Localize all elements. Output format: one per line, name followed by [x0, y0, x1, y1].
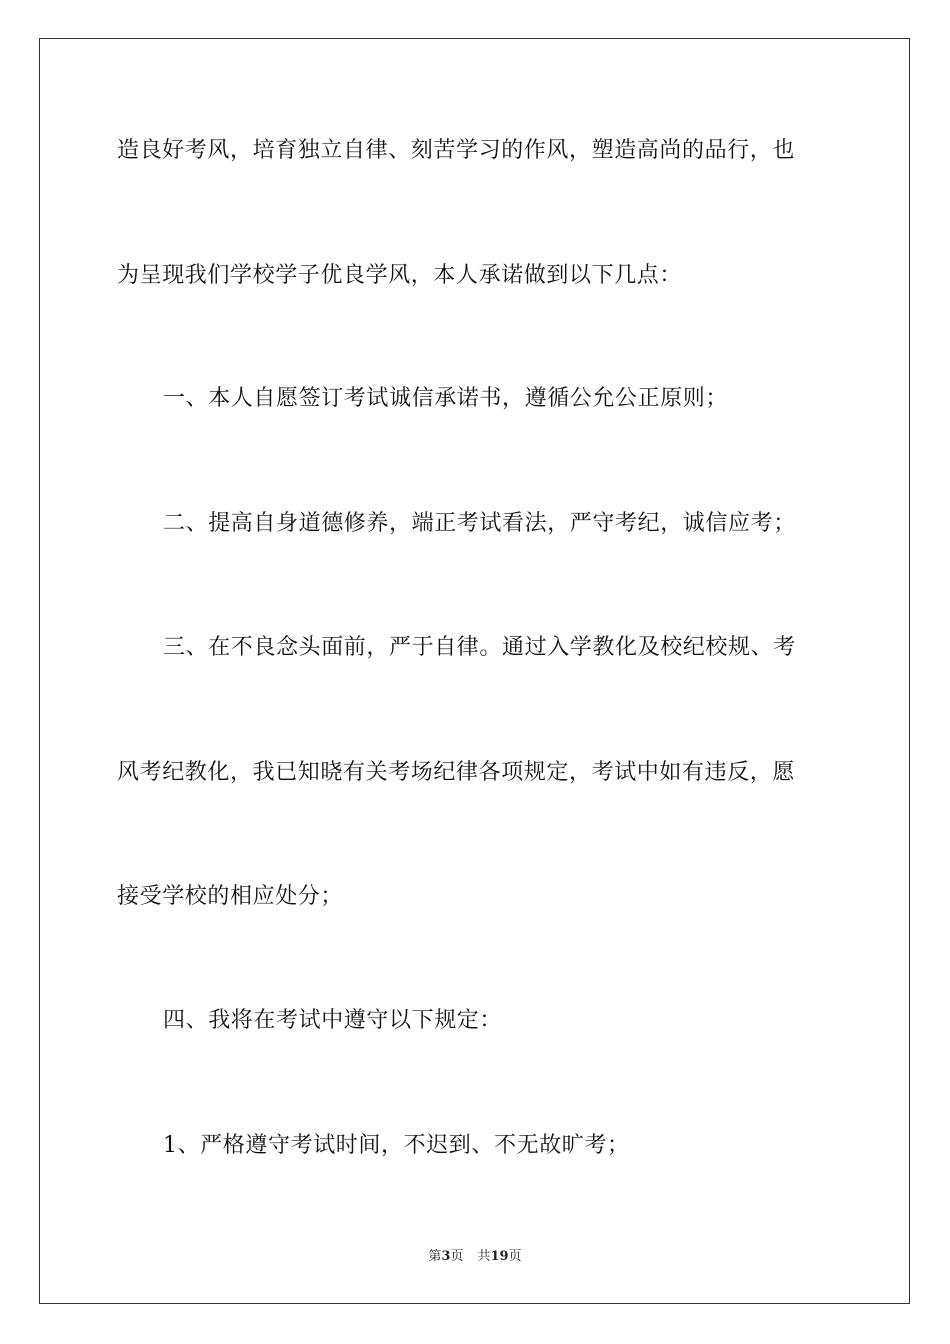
page-footer	[0, 1248, 950, 1266]
total-suffix: 页	[508, 1249, 522, 1264]
page-number: 3	[441, 1249, 451, 1264]
body-line-1: 造良好考风，培育独立自律、刻苦学习的作风，塑造高尚的品行，也	[117, 138, 796, 163]
total-prefix: 共	[477, 1249, 491, 1264]
page-prefix: 第	[428, 1249, 442, 1264]
clause-three: 三、在不良念头面前，严于自律。通过入学教化及校纪校规、考	[163, 635, 796, 660]
body-line-2: 为呈现我们学校学子优良学风，本人承诺做到以下几点：	[117, 263, 683, 288]
clause-four: 四、我将在考试中遵守以下规定：	[163, 1008, 503, 1033]
rule-one: 1、严格遵守考试时间，不迟到、不无故旷考；	[163, 1133, 630, 1158]
clause-three-cont-2: 接受学校的相应处分；	[117, 884, 344, 909]
clause-one: 一、本人自愿签订考试诚信承诺书，遵循公允公正原则；	[163, 386, 729, 411]
clause-two: 二、提高自身道德修养，端正考试看法，严守考纪，诚信应考；	[163, 511, 796, 536]
page-border	[39, 38, 910, 1304]
page-suffix: 页	[450, 1249, 464, 1264]
clause-three-cont-1: 风考纪教化，我已知晓有关考场纪律各项规定，考试中如有违反，愿	[117, 760, 796, 785]
total-pages: 19	[490, 1249, 509, 1264]
